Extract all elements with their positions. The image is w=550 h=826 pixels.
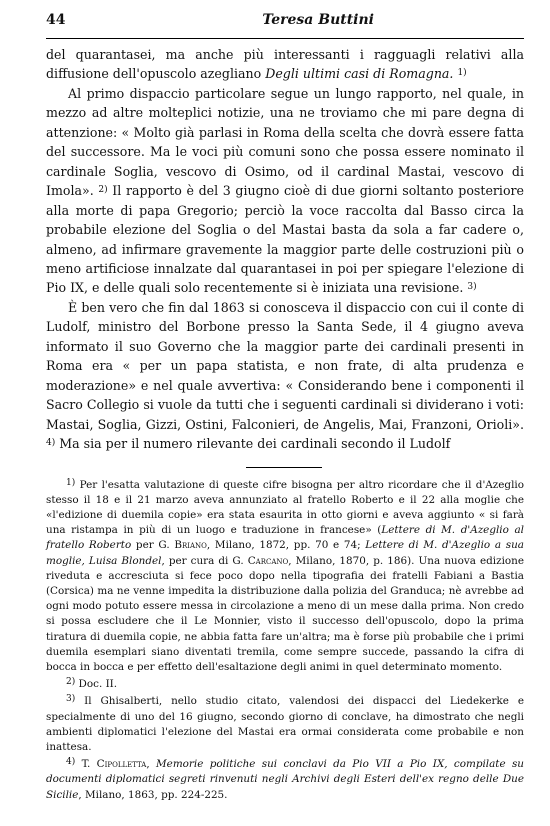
footnote-text: , Milano, 1872, pp. 70 e 74; [206, 539, 366, 552]
header-rule [46, 38, 524, 39]
footnote-marker: 4) [46, 438, 56, 449]
footnote-text: Per l'esatta valutazione di queste cifre bisogna per altro ricordare che il d'Azeglio stesso il 18 e il 21 marzo aveva annunziato al fratello Roberto e il 22 alla moglie che «l'edizione di duemila copie» era stata esaurita in otto giorni e aveva aggiunto « si farà una ristampa in più di un luogo e traduzione in francese» ( [46, 478, 524, 537]
footnote-number: 4) [66, 757, 76, 768]
footnote [46, 692, 524, 755]
paragraph-text: del quarantasei, ma anche più interessanti i ragguagli relativi alla diffusione dell'opuscolo azegliano [46, 47, 524, 82]
footnote-number: 1) [66, 477, 76, 488]
footnote-rule [246, 467, 322, 468]
paragraph [46, 298, 524, 454]
footnote-number: 3) [66, 694, 76, 705]
footnote-text: Doc. II. [75, 678, 118, 691]
footnote-text: T. [75, 758, 97, 771]
footnote [46, 755, 524, 803]
footnote-text: per G. [131, 539, 175, 552]
cited-title: Memorie politiche sui conclavi da Pio VII a Pio IX, compilate su documenti diplomatici segreti rinvenuti negli Archivi degli Esteri dell'ex regno delle Due Sicilie [46, 758, 525, 801]
paragraph [46, 84, 524, 298]
footnote-marker: 2) [98, 185, 108, 196]
footnote-text: , Milano, 1863, pp. 224-225. [78, 788, 228, 801]
running-head: Teresa Buttini [262, 12, 374, 28]
footnote-text: , per cura di G. [161, 554, 248, 567]
footnote [46, 675, 524, 692]
footnote-number: 2) [66, 677, 76, 688]
paragraph-text: Ma sia per il numero rilevante dei cardinali secondo il Ludolf [55, 436, 451, 452]
cited-title: Lettere di M. d'Azeglio a sua moglie, Luisa Blondel [46, 539, 524, 567]
work-title: Degli ultimi casi di Romagna. [265, 66, 454, 82]
paragraph-text: Al primo dispaccio particolare segue un lungo rapporto, nel quale, in mezzo ad altre molteplici notizie, una ne troviamo che mi pare degna di attenzione: « Molto già parlasi in Roma della scelta che dovrà essere fatta del successore. Ma le voci più comuni sono che possa essere nominato il cardinale Soglia, vescovo di Osimo, od il cardinal Mastai, vescovo di Imola». [46, 85, 524, 199]
paragraph-text: Il rapporto è del 3 giugno cioè di due giorni soltanto posteriore alla morte di papa Gregorio; perciò la voce raccolta dal Basso circa la probabile elezione del Soglia o del Mastai basta da sola a far cadere o, almeno, ad infirmare gravemente la maggior parte delle costruzioni più o meno artificiose innalzate dal quarantasei in poi per spiegare l'elezione di Pio IX, e delle quali solo recentemente si è iniziata una revisione. [46, 183, 524, 296]
footnotes [46, 476, 524, 803]
cited-author: Cipolletta [96, 758, 147, 771]
paragraph [46, 45, 524, 84]
cited-title: Lettere di M. d'Azeglio al fratello Roberto [46, 524, 524, 552]
footnote-marker: 1) [457, 68, 467, 79]
cited-author: Carcano [247, 554, 289, 567]
footnote-marker: 3) [467, 282, 477, 293]
footnote-text: Il Ghisalberti, nello studio citato, valendosi dei dispacci del Liedekerke e specialmente di uno del 16 giugno, secondo giorno di conclave, ha dimostrato che negli ambienti diplomatici l'elezione del Mastai era ormai considerata come probabile e non inattesa. [46, 695, 524, 753]
page-number: 44 [46, 12, 66, 28]
paragraph-text: È ben vero che fin dal 1863 si conosceva il dispaccio con cui il conte di Ludolf, ministro del Borbone presso la Santa Sede, il 4 giugno aveva informato il suo Governo che la maggior parte dei cardinali presenti in Roma era « per un papa statista, e non frate, di alta prudenza e moderazione» e nel quale avvertiva: « Considerando bene i componenti il Sacro Collegio si vuole da tutti che i seguenti cardinali si dividerano i voti: Mastai, Soglia, Gizzi, Ostini, Falconieri, de Angelis, Mai, Franzoni, Orioli». [46, 299, 524, 432]
footnote-text: , [146, 758, 157, 771]
body-text [46, 45, 524, 454]
cited-author: Briano [174, 539, 207, 552]
footnote [46, 476, 524, 676]
footnote-text: , Milano, 1870, p. 186). Una nuova edizione riveduta e accresciuta si fece poco dopo nella tipografia dei fratelli Fabiani a Bastia (Corsica) ma ne venne impedita la distribuzione dalla polizia del Granduca; nè avrebbe ad ogni modo potuto essere messa in circolazione a meno di un mese dalla prima. Non credo si possa escludere che il Le Monnier, visto il successo dell'opuscolo, dopo la prima tiratura di duemila copie, ne abbia fatta fare un'altra; ma è forse più probabile che i primi duemila esemplari siano diventati tremila, come sempre succede, passando la cifra di bocca in bocca e per effetto dell'esaltazione degli animi in quel determinato momento. [46, 554, 524, 673]
page-header [46, 12, 524, 38]
